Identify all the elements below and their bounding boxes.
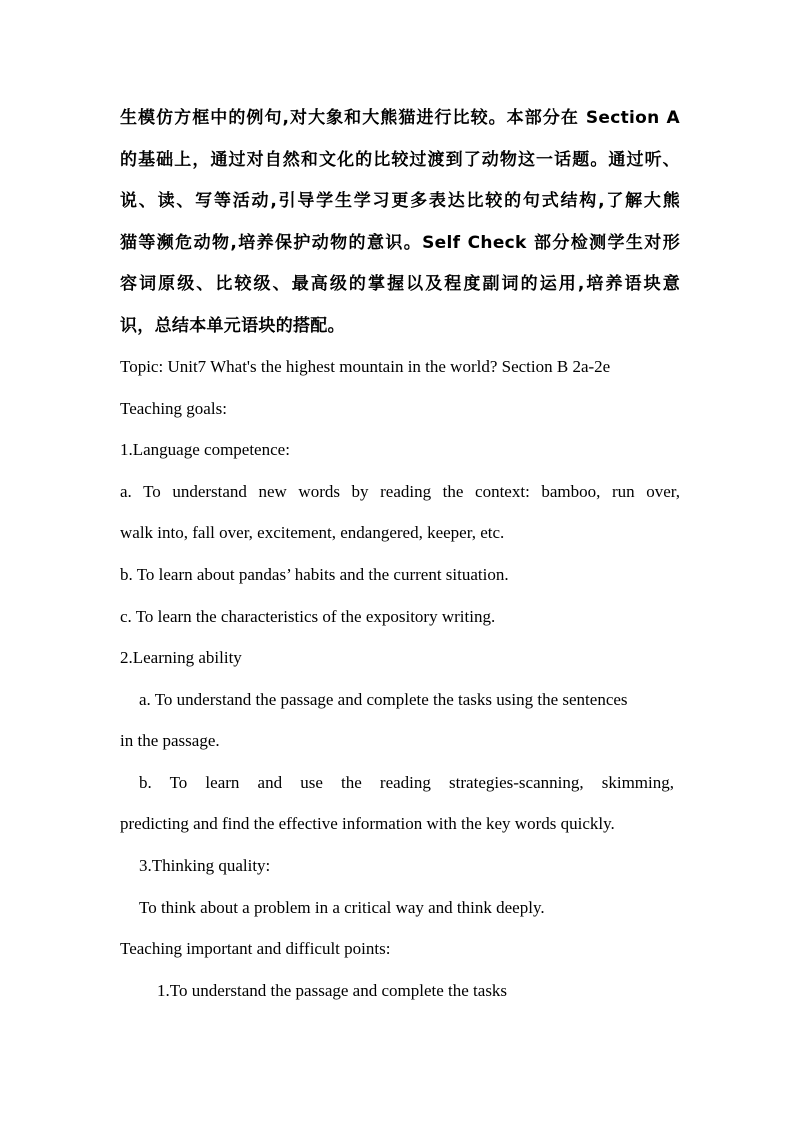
teaching-goals-heading: Teaching goals:: [120, 399, 227, 418]
ability-a-line-2: in the passage.: [120, 731, 220, 750]
goal-a-line-1: a. To understand new words by reading the context: bamboo, run over,: [120, 482, 680, 501]
paragraph-line-2: 的基础上，通过对自然和文化的比较过渡到了动物这一话题。通过听、: [120, 150, 680, 170]
paragraph-line-5: 容词原级、比较级、最高级的掌握以及程度副词的运用,培养语块意: [120, 274, 680, 294]
paragraph-line-6: 识，总结本单元语块的搭配。: [120, 316, 345, 336]
thinking-quality-heading: 3.Thinking quality:: [139, 856, 271, 875]
topic-line: Topic: Unit7 What's the highest mountain in the world? Section B 2a-2e: [120, 357, 611, 376]
ability-b-line-1: b. To learn and use the reading strategies-scanning, skimming,: [139, 773, 674, 792]
paragraph-line-1: 生模仿方框中的例句,对大象和大熊猫进行比较。本部分在 Section A: [120, 108, 680, 128]
goal-b: b. To learn about pandas’ habits and the current situation.: [120, 565, 509, 584]
goal-c: c. To learn the characteristics of the expository writing.: [120, 607, 496, 626]
language-competence-heading: 1.Language competence:: [120, 440, 290, 459]
goal-a-line-2: walk into, fall over, excitement, endangered, keeper, etc.: [120, 523, 505, 542]
ability-a-line-1: a. To understand the passage and complete the tasks using the sentences: [139, 690, 628, 709]
ability-b-line-2: predicting and find the effective information with the key words quickly.: [120, 814, 615, 833]
learning-ability-heading: 2.Learning ability: [120, 648, 242, 667]
paragraph-line-3: 说、读、写等活动,引导学生学习更多表达比较的句式结构,了解大熊: [120, 191, 680, 211]
thinking-quality-text: To think about a problem in a critical way and think deeply.: [139, 898, 545, 917]
important-points-heading: Teaching important and difficult points:: [120, 939, 391, 958]
paragraph-line-4: 猫等濒危动物,培养保护动物的意识。Self Check 部分检测学生对形: [120, 233, 680, 253]
important-point-1: 1.To understand the passage and complete the tasks: [157, 981, 508, 1000]
